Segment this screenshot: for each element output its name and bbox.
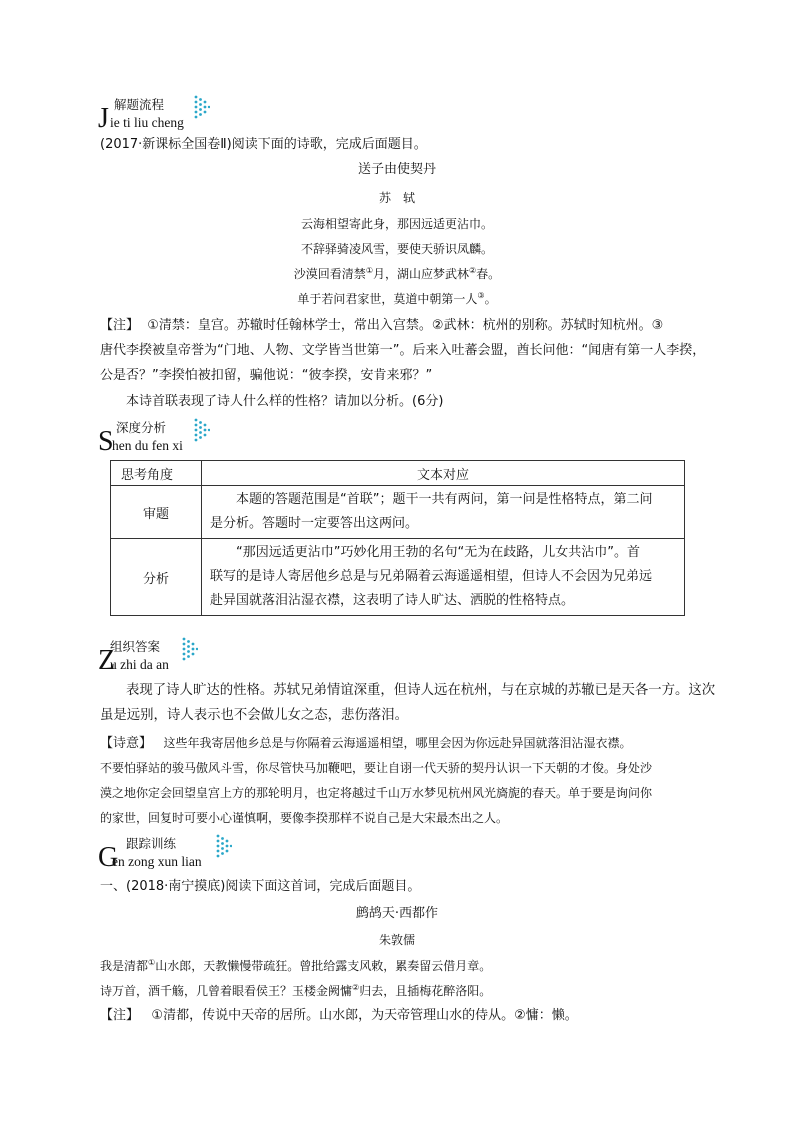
note-label: 【注】 [100, 318, 140, 333]
poem-line [0, 237, 794, 261]
footnote-marker: ② [469, 266, 477, 275]
header-title: 组织答案 [110, 639, 161, 654]
table-row-line: 是分析。答题时一定要答出这两问。 [210, 516, 419, 531]
question-text: 本诗首联表现了诗人什么样的性格？请加以分析。(6分) [126, 394, 444, 409]
table-row-line: 赴异国就落泪沾湿衣襟，这表明了诗人旷达、洒脱的性格特点。 [210, 593, 575, 608]
poem-line [0, 212, 794, 236]
note-line [100, 314, 663, 338]
note-line [100, 1004, 578, 1028]
table-header-row [111, 461, 685, 486]
header-capital: Z [98, 645, 116, 676]
table-header-cell: 文本对应 [202, 461, 685, 486]
poem-line [0, 262, 794, 286]
table-row-line: 本题的答题范围是“首联”；题干一共有两问，第一问是性格特点，第二问 [236, 492, 653, 507]
section-header-zuzhi [98, 637, 248, 677]
translation-line: 漠之地你定会回望皇宫上方的那轮明月，也定将越过千山万水梦见杭州风光旖旎的春天。单于要是询问你 [100, 786, 653, 800]
header-dotted-arrow-icon [182, 637, 198, 661]
header-capital: G [98, 842, 119, 873]
table-row-label: 审题 [111, 486, 202, 539]
table-row [111, 486, 685, 539]
poem-line-text: 春。 [476, 267, 501, 281]
poem-line [100, 954, 491, 978]
table-row-content [202, 486, 685, 539]
footnote-marker: ① [148, 958, 156, 967]
poem-line-text: 月，湖山应梦武林 [372, 267, 469, 281]
header-title: 跟踪训练 [126, 836, 177, 851]
section-header-shendu [98, 418, 248, 458]
translation-line: 的家世，回复时可要小心谨慎啊，要像李揆那样不说自己是大宋最杰出之人。 [100, 811, 509, 825]
footnote-marker: ② [352, 983, 360, 992]
header-dotted-arrow-icon [216, 834, 232, 858]
poem-line-text: 诗万首，酒千觞，几曾着眼看侯王？玉楼金阙慵 [100, 984, 353, 998]
poem-author: 朱敦儒 [378, 933, 415, 947]
header-title: 解题流程 [114, 97, 165, 112]
footnote-marker: ① [365, 266, 373, 275]
note-label: 【注】 [100, 1008, 140, 1023]
poem-line-text: 单于若问君家世，莫道中朝第一人 [297, 292, 478, 306]
header-dotted-arrow-icon [194, 95, 210, 119]
poem-line-text: 山水郎，天教懒慢带疏狂。曾批给露支风敕，累奏留云借月章。 [155, 959, 492, 973]
note-line: 唐代李揆被皇帝誉为“门地、人物、文学皆当世第一”。后来入吐蕃会盟，酋长问他：“闻唐有第一人李揆， [100, 343, 706, 358]
poem-line-text: 我是清都 [100, 959, 149, 973]
header-pinyin: hen du fen xi [112, 438, 183, 453]
analysis-table [110, 460, 685, 616]
header-pinyin: en zong xun lian [112, 854, 202, 869]
footnote-marker: ③ [477, 291, 485, 300]
table-row-content [202, 539, 685, 616]
header-capital: J [98, 103, 109, 134]
table-header-cell: 思考角度 [111, 461, 202, 486]
table-row-label: 分析 [111, 539, 202, 616]
note-line: 公是否？”李揆怕被扣留，骗他说：“彼李揆，安肯来邪？” [100, 368, 433, 383]
header-pinyin: u zhi da an [110, 657, 169, 672]
note-text: ①清都，传说中天帝的居所。山水郎，为天帝管理山水的侍从。②慵：懒。 [151, 1008, 578, 1023]
poem-title: 送子由使契丹 [357, 162, 436, 177]
section-header-genzong [98, 834, 248, 874]
poem-line [100, 979, 491, 1003]
note-text: ①清禁：皇宫。苏辙时任翰林学士，常出入宫禁。②武林：杭州的别称。苏轼时知杭州。③ [147, 318, 664, 333]
question-intro: 一、(2018·南宁摸底)阅读下面这首词，完成后面题目。 [100, 879, 421, 894]
answer-line: 表现了诗人旷达的性格。苏轼兄弟情谊深重，但诗人远在杭州，与在京城的苏辙已是天各一方。这次 [126, 683, 716, 698]
table-row [111, 539, 685, 616]
poem-line [0, 287, 794, 311]
section-header-jieti [98, 95, 248, 135]
poem-title: 鹧鸪天·西都作 [355, 906, 439, 921]
header-dotted-arrow-icon [194, 418, 210, 442]
poem-author: 苏 轼 [378, 191, 415, 205]
translation-line: 不要怕驿站的骏马傲风斗雪，你尽管快马加鞭吧，要让自诩一代天骄的契丹认识一下天朝的才俊。身处沙 [100, 761, 653, 775]
answer-line: 虽是远别，诗人表示也不会做儿女之态，悲伤落泪。 [100, 708, 408, 723]
translation-label: 【诗意】 [100, 736, 153, 751]
poem-line-text: 。 [484, 292, 497, 306]
table-row-line: “那因远适更沾巾”巧妙化用王勃的名句“无为在歧路，儿女共沾巾”。首 [236, 545, 640, 560]
poem-line-text: 归去，且插梅花醉洛阳。 [359, 984, 492, 998]
translation-line [100, 731, 631, 756]
header-title: 深度分析 [116, 420, 167, 435]
poem-line-text: 不辞驿骑凌风雪，要使天骄识凤麟。 [300, 242, 493, 256]
poem-line-text: 云海相望寄此身，那因远适更沾巾。 [300, 217, 493, 231]
header-capital: S [98, 426, 114, 457]
poem-line-text: 沙漠回看清禁 [293, 267, 366, 281]
table-row-line: 联写的是诗人寄居他乡总是与兄弟隔着云海遥遥相望，但诗人不会因为兄弟远 [210, 569, 653, 584]
translation-text: 这些年我寄居他乡总是与你隔着云海遥遥相望，哪里会因为你远赴异国就落泪沾湿衣襟。 [163, 736, 632, 750]
question-intro: (2017·新课标全国卷Ⅱ)阅读下面的诗歌，完成后面题目。 [100, 137, 427, 152]
header-pinyin: ie ti liu cheng [110, 115, 184, 130]
